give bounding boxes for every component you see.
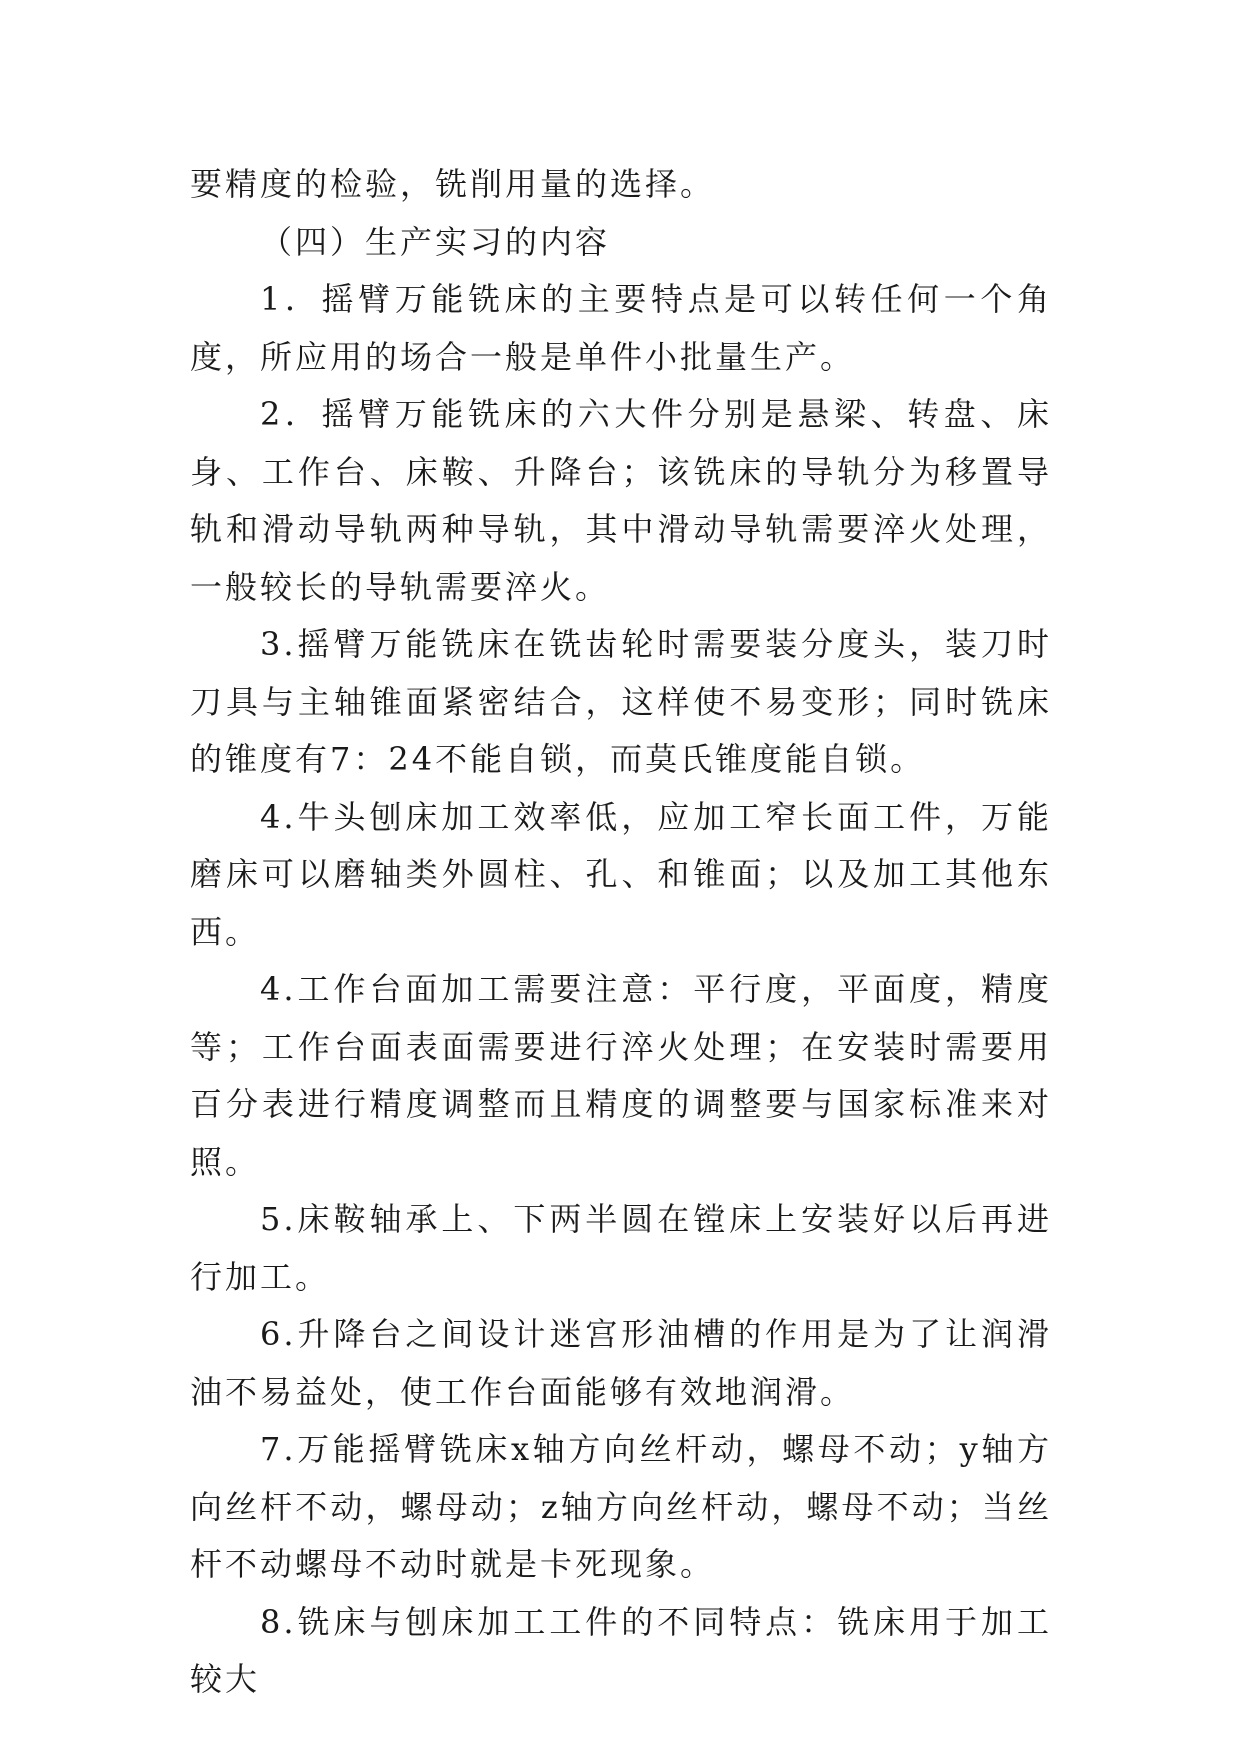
paragraph-item-4b: 4.工作台面加工需要注意：平行度，平面度，精度等；工作台面表面需要进行淬火处理；在安装时需要用百分表进行精度调整而且精度的调整要与国家标准来对照。 (190, 970, 1052, 1181)
paragraph-item-4a: 4.牛头刨床加工效率低，应加工窄长面工件，万能磨床可以磨轴类外圆柱、孔、和锥面；以及加工其他东西。 (190, 797, 1052, 951)
paragraph-item-8: 8.铣床与刨床加工工件的不同特点：铣床用于加工较大 (190, 1602, 1052, 1698)
paragraph-item-5: 5.床鞍轴承上、下两半圆在镗床上安装好以后再进行加工。 (190, 1200, 1052, 1296)
paragraph-item-3: 3.摇臂万能铣床在铣齿轮时需要装分度头，装刀时刀具与主轴锥面紧密结合，这样使不易变形；同时铣床的锥度有7：24不能自锁，而莫氏锥度能自锁。 (190, 625, 1052, 778)
paragraph-item-1: 1．摇臂万能铣床的主要特点是可以转任何一个角度，所应用的场合一般是单件小批量生产。 (190, 280, 1052, 376)
section-heading: （四）生产实习的内容 (260, 222, 611, 261)
paragraph-item-2: 2．摇臂万能铣床的六大件分别是悬梁、转盘、床身、工作台、床鞍、升降台；该铣床的导轨分为移置导轨和滑动导轨两种导轨，其中滑动导轨需要淬火处理，一般较长的导轨需要淬火。 (190, 395, 1052, 606)
document-body (190, 156, 1052, 1709)
paragraph-continuation: 要精度的检验，铣削用量的选择。 (190, 165, 716, 203)
paragraph-item-7: 7.万能摇臂铣床x轴方向丝杆动，螺母不动；y轴方向丝杆不动，螺母动；z轴方向丝杆动，螺母不动；当丝杆不动螺母不动时就是卡死现象。 (190, 1430, 1052, 1583)
paragraph-item-6: 6.升降台之间设计迷宫形油槽的作用是为了让润滑油不易益处，使工作台面能够有效地润滑。 (190, 1315, 1052, 1411)
